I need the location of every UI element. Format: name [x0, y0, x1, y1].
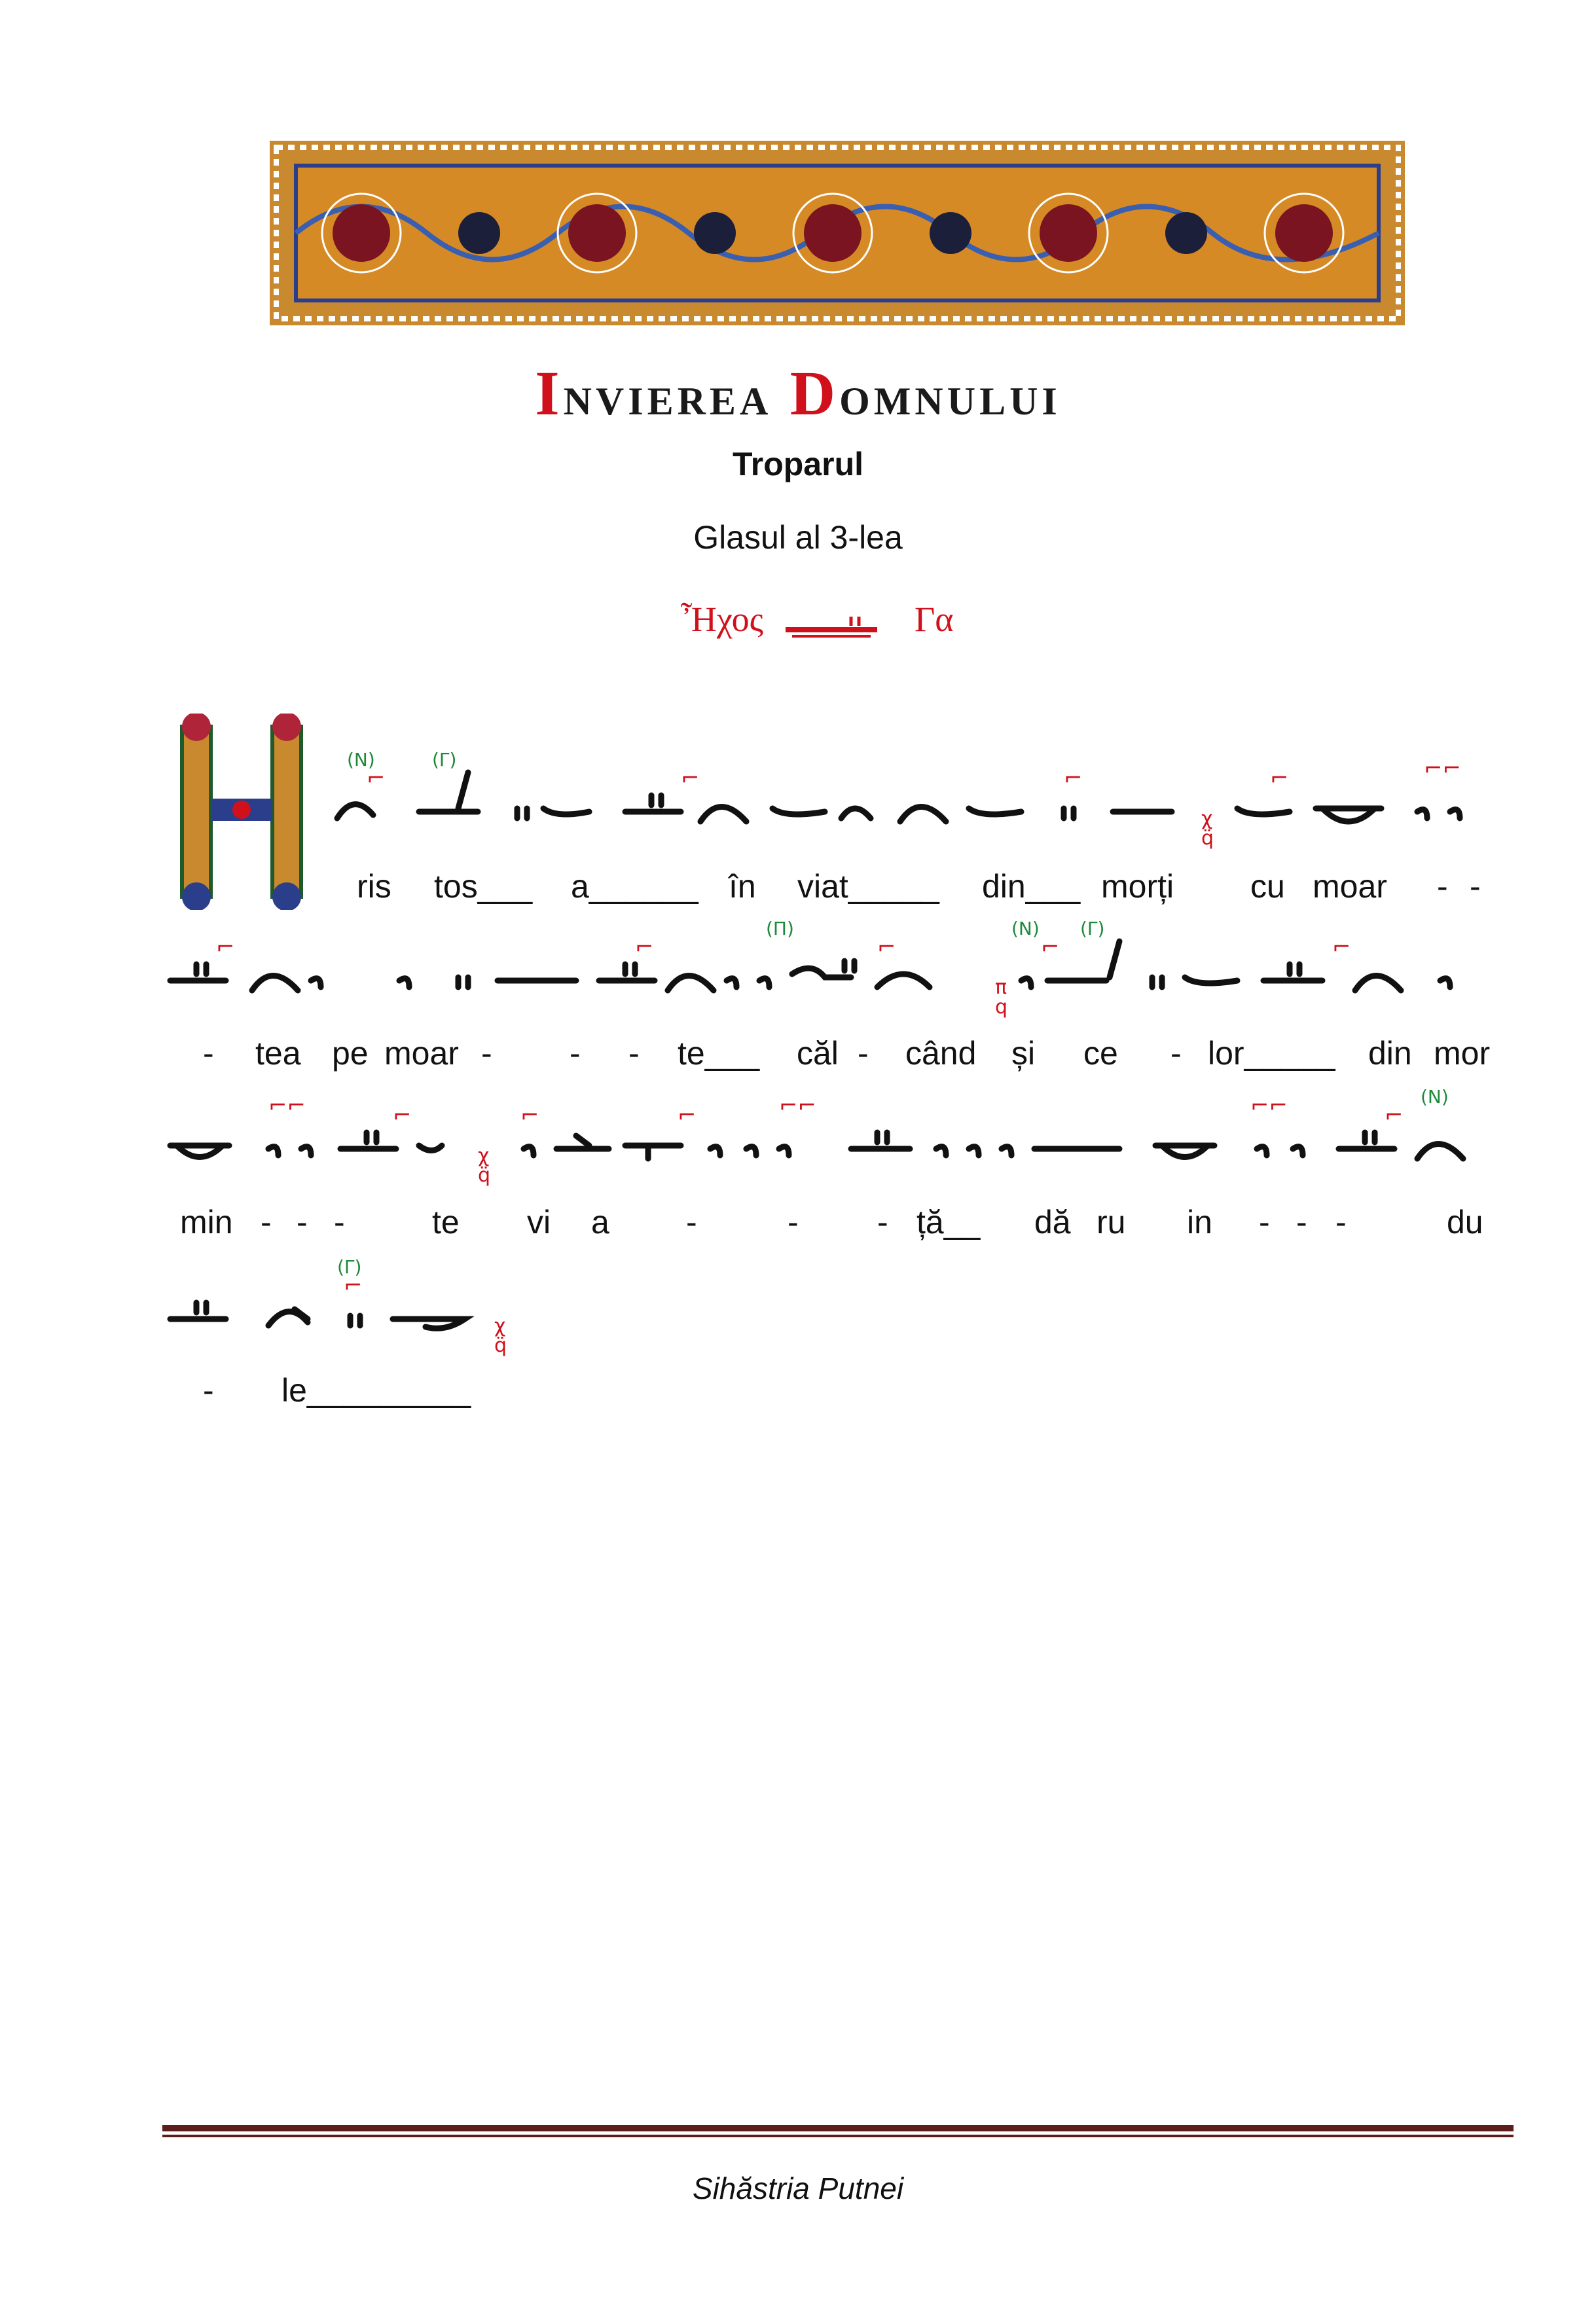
- svg-text:⌐: ⌐: [635, 934, 654, 960]
- syllable: a______: [571, 868, 698, 905]
- syllable: -: [858, 1035, 869, 1072]
- syllable: -: [297, 1204, 308, 1240]
- svg-text:⌐: ⌐: [367, 765, 386, 791]
- echos-signature: [681, 599, 954, 643]
- syllable: -: [628, 1035, 640, 1072]
- syllable: -: [1335, 1204, 1347, 1240]
- subtitle: Troparul: [732, 446, 864, 482]
- syllable: vi: [527, 1204, 551, 1240]
- syllable: tea: [255, 1035, 301, 1072]
- svg-text:(Π): (Π): [766, 918, 794, 939]
- syllable: -: [1437, 868, 1448, 905]
- syllable: tos___: [434, 868, 533, 905]
- syllable: in: [1187, 1204, 1212, 1240]
- svg-text:⌐: ⌐: [1041, 934, 1060, 960]
- syllable: ris: [357, 868, 391, 905]
- neume-icons: [0, 746, 1596, 858]
- svg-text:q: q: [995, 996, 1008, 1019]
- syllable: cu: [1250, 868, 1285, 905]
- syllable: -: [481, 1035, 492, 1072]
- svg-text:⌐: ⌐: [1270, 765, 1289, 791]
- syllable: viat_____: [797, 868, 939, 905]
- neume-row-1: [0, 746, 1596, 858]
- mode-label: Glasul al 3-lea: [693, 519, 903, 556]
- echos-neume-icon: [772, 604, 890, 643]
- syllable: -: [203, 1035, 214, 1072]
- svg-text:⌐: ⌐: [877, 934, 896, 960]
- title-part-1: nvierea: [563, 364, 790, 427]
- syllable: căl: [797, 1035, 839, 1072]
- svg-text:⌐: ⌐: [216, 934, 235, 960]
- title-drop-letter-1: I: [535, 358, 564, 428]
- syllable: moar: [1313, 868, 1387, 905]
- lyric-line-4: [203, 1371, 596, 1411]
- neume-row-2: [0, 915, 1596, 1026]
- syllable: pe: [332, 1035, 369, 1072]
- svg-text:⌐⌐: ⌐⌐: [779, 1093, 816, 1119]
- syllable: -: [570, 1035, 581, 1072]
- syllable: ru: [1097, 1204, 1126, 1240]
- syllable: -: [686, 1204, 697, 1240]
- lyric-line-2: [203, 1034, 1532, 1074]
- neume-icons: [0, 915, 1596, 1026]
- lyric-line-1: [357, 867, 1535, 907]
- svg-text:(Ν): (Ν): [347, 749, 375, 770]
- footer-text: Sihăstria Putnei: [692, 2171, 904, 2205]
- syllable: min: [180, 1204, 233, 1240]
- svg-text:⌐: ⌐: [1385, 1102, 1404, 1129]
- syllable: moar: [384, 1035, 459, 1072]
- title-part-2: omnului: [839, 364, 1061, 427]
- syllable: în: [729, 868, 756, 905]
- syllable: -: [334, 1204, 345, 1240]
- syllable: -: [203, 1372, 214, 1409]
- syllable: du: [1447, 1204, 1483, 1240]
- title-drop-letter-2: D: [789, 358, 840, 428]
- syllable: dă: [1034, 1204, 1071, 1240]
- svg-text:⌐: ⌐: [1332, 934, 1351, 960]
- svg-text:⌐⌐: ⌐⌐: [1424, 755, 1461, 782]
- syllable: când: [905, 1035, 977, 1072]
- neume-icons: [0, 1083, 1596, 1195]
- echos-letter: Γα: [915, 600, 954, 639]
- svg-text:⌐: ⌐: [1064, 765, 1083, 791]
- svg-text:⌐: ⌐: [393, 1102, 412, 1129]
- svg-text:⌐: ⌐: [344, 1273, 363, 1299]
- footer-rule: [162, 2125, 1514, 2131]
- syllable: -: [788, 1204, 799, 1240]
- syllable: le_________: [281, 1372, 471, 1409]
- svg-text:(Ν): (Ν): [1011, 918, 1040, 939]
- neume-row-3: [0, 1083, 1596, 1195]
- syllable: -: [1259, 1204, 1270, 1240]
- syllable: te___: [678, 1035, 760, 1072]
- syllable: -: [1170, 1035, 1182, 1072]
- footer-rule-thin: [162, 2135, 1514, 2137]
- syllable: te: [432, 1204, 460, 1240]
- svg-text:⌐: ⌐: [681, 765, 700, 791]
- syllable: -: [261, 1204, 272, 1240]
- svg-text:⌐⌐: ⌐⌐: [1250, 1093, 1288, 1119]
- svg-text:⌐: ⌐: [678, 1102, 697, 1129]
- syllable: -: [877, 1204, 888, 1240]
- svg-text:(Γ): (Γ): [432, 749, 457, 770]
- svg-text:⌐⌐: ⌐⌐: [268, 1093, 306, 1119]
- syllable: a: [591, 1204, 609, 1240]
- lyric-line-3: [180, 1203, 1489, 1242]
- syllable: -: [1296, 1204, 1307, 1240]
- syllable: din___: [982, 868, 1081, 905]
- svg-text:(Γ): (Γ): [337, 1256, 362, 1278]
- syllable: ță__: [916, 1204, 981, 1240]
- svg-text:q̈: q̈: [494, 1334, 507, 1357]
- ornamental-banner-icon: [270, 141, 1405, 325]
- svg-text:q̈: q̈: [1201, 827, 1214, 850]
- page-title: [0, 357, 1596, 429]
- svg-text:(Γ): (Γ): [1080, 918, 1105, 939]
- svg-text:q̈: q̈: [478, 1164, 491, 1187]
- syllable: mor: [1434, 1035, 1491, 1072]
- syllable: din: [1368, 1035, 1412, 1072]
- syllable: și: [1011, 1035, 1036, 1072]
- svg-text:π: π: [995, 976, 1007, 999]
- syllable: -: [1470, 868, 1481, 905]
- svg-text:χ: χ: [1201, 807, 1213, 830]
- svg-text:χ: χ: [478, 1144, 490, 1167]
- svg-text:⌐: ⌐: [520, 1102, 539, 1129]
- syllable: morți: [1101, 868, 1174, 905]
- syllable: ce: [1083, 1035, 1118, 1072]
- svg-text:χ: χ: [494, 1314, 506, 1337]
- svg-text:(Ν): (Ν): [1421, 1086, 1449, 1108]
- neume-row-4: [0, 1254, 1596, 1365]
- echos-label: Ἦχος: [681, 600, 764, 639]
- syllable: lor_____: [1208, 1035, 1335, 1072]
- neume-icons: [0, 1254, 1596, 1365]
